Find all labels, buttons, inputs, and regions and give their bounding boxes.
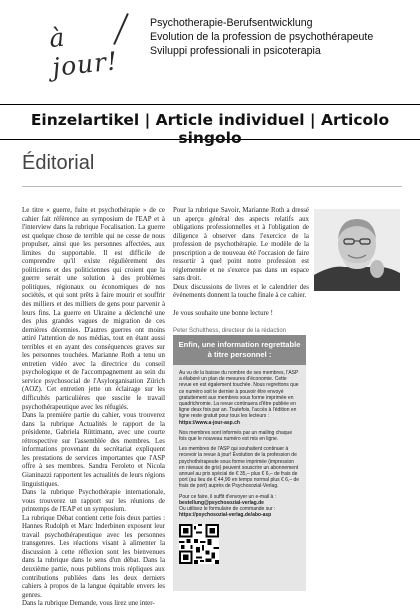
masthead [0,0,420,100]
notice-paragraph: Au vu de la baisse du nombre de ses membres, l'ASP a élaboré un plan de mesures d'économie. Cette revue en est également touchée. Nous regrettons que ce numéro soit le dernier à pouvoir être envoyé gratuitement aux membres sous forme imprimée en quadrichromie. La revue continuera d'être publiée en ligne deux fois par an. Toutefois, l'accès à l'édition en ligne reste gratuit pour tous les lecteurs : https://www.a-jour-asp.ch [179,370,299,426]
notice-body [173,365,306,572]
online-edition-link[interactable]: https://www.a-jour-asp.ch [179,419,240,426]
subscription-notice [173,335,306,591]
portrait-image [314,209,400,291]
order-form-link[interactable]: https://psychosozial-verlag.de/abo-asp [179,512,272,519]
paragraph: La rubrique Débat contient cette fois deux parties : Hannes Rudolph et Marc Inderbinen exposent leur travail psychothérapeutique avec les personnes transgenres. Les réactions visant à alimenter la discussion à cette réflexion sont les bienvenues dans la rubrique dans le sens d'un débat. Dans la deuxième partie, nous publions trois répliques aux contributions publiées dans les deux derniers cahiers à propos de la langue équitable envers les genres. [22,514,165,599]
paragraph: Dans la rubrique Demande, vous lirez une inter- [22,600,155,608]
paragraph: Dans la rubrique Psychothérapie internationale, vous trouverez un rapport sur les réunions de printemps de l'EAP et un symposium. [22,489,165,514]
subtitle-fr: Evolution de la profession de psychothérapeute [150,31,374,43]
notice-paragraph: Pour ce faire, il suffit d'envoyer un e-mail à : bestellung@psychosozial-verlag.de Ou utilisez le formulaire de commande sur : https://psychosozial-verlag.de/abo-asp [179,493,277,519]
masthead-subtitles [150,16,373,58]
paragraph: Pour la rubrique Savoir, Marianne Roth a dressé un aperçu général des aspects relatifs aux obligations professionnelles et à l'obligation de diligence à observer dans l'exercice de la profession de psychothérapie. Le modèle de la prescription a de nouveau été l'occasion de faire ressortir à quel point notre profession est réglementée et ne s'exerce pas dans un espace sans droit. [173,207,309,283]
title-divider [22,186,402,187]
qr-code[interactable] [179,524,219,564]
article-middle-column [173,207,309,335]
band-title: Einzelartikel | Article individuel | Articolo singolo [30,111,390,147]
signature: Peter Schulthess, directeur de la rédaction [173,327,287,334]
notice-heading: Enfin, une information regrettable à titre personnel : [173,335,306,365]
logo: à jour! [47,22,120,82]
subtitle-it: Sviluppi professionali in psicoterapia [150,45,321,57]
subtitle-de: Psychotherapie-Berufsentwicklung [150,17,313,29]
notice-paragraph: Nos membres sont informés par un mailing chaque fois que le nouveau numéro est mis en ligne. [179,429,293,443]
page-title: Éditorial [22,152,95,174]
author-portrait [314,209,400,291]
closing-line: Je vous souhaite une bonne lecture ! [173,310,273,318]
paragraph: Dans la première partie du cahier, vous trouverez dans la rubrique Actualités le rapport de la présidente, Gabriela Rüttimann, avec une courte rétrospective sur l'assemblée des membres. Les informations provenant du secrétariat expliquent les prestations de services importantes que l'ASP offre à ses membres. Sandra Feroleto et Nicola Gianinazzi rapportent les actualités de leurs régions linguistiques. [22,412,165,488]
article-left-column [22,207,165,609]
paragraph: Le titre « guerre, fuite et psychothérapie » de ce cahier fait référence au symposium de l'EAP et à l'interview dans la rubrique Focalisation. La guerre est quelque chose de terrible qui ne cesse de nous propulser, ainsi que les personnes affectées, aux limites du supportable. Il est difficile de comprendre qu'il existe régulièrement des politiciens et des politiciennes qui croient que la guerre serait une solution à des problèmes politiques, régionaux ou économiques de nos sociétés, et qui sont prêts à faire mourir et souffrir des milliers et des milliers de gens pour parvenir à leurs fins. La guerre en Ukraine a déclenché une des plus grandes vagues de migration de ces dernières décennies. D'autres guerres ont moins attiré l'attention de nos médias, tout en étant aussi terribles et en ayant des conséquences graves sur les personnes touchées. Marianne Roth a tenu un entretien vidéo avec la directrice du conseil psychologique et de l'accompagnement au sein du service psychosocial de l'Asylorganisation Zürich (AOZ). Cet entretien jette un éclairage sur les difficultés particulières que suscite le travail psychothérapeutique avec les réfugiés. [22,207,165,411]
paragraph: Deux discussions de livres et le calendrier des événements donnent la touche finale à ce cahier. [173,283,309,300]
article-type-band [0,104,420,147]
notice-paragraph: Les membres de l'ASP qui souhaitent continuer à recevoir la revue à jour! Évolution de la profession de psychothérapeute sous forme imprimée (impression en niveaux de gris) peuvent souscrire un abonnement annuel au prix spécial de € 35,– plus € 6,– de frais de port (au lieu de € 44,90 en temps normal plus € 6,– de frais de port) auprès de Psychosozial-Verlag. [179,446,300,490]
order-email-link[interactable]: bestellung@psychosozial-verlag.de [179,499,264,506]
